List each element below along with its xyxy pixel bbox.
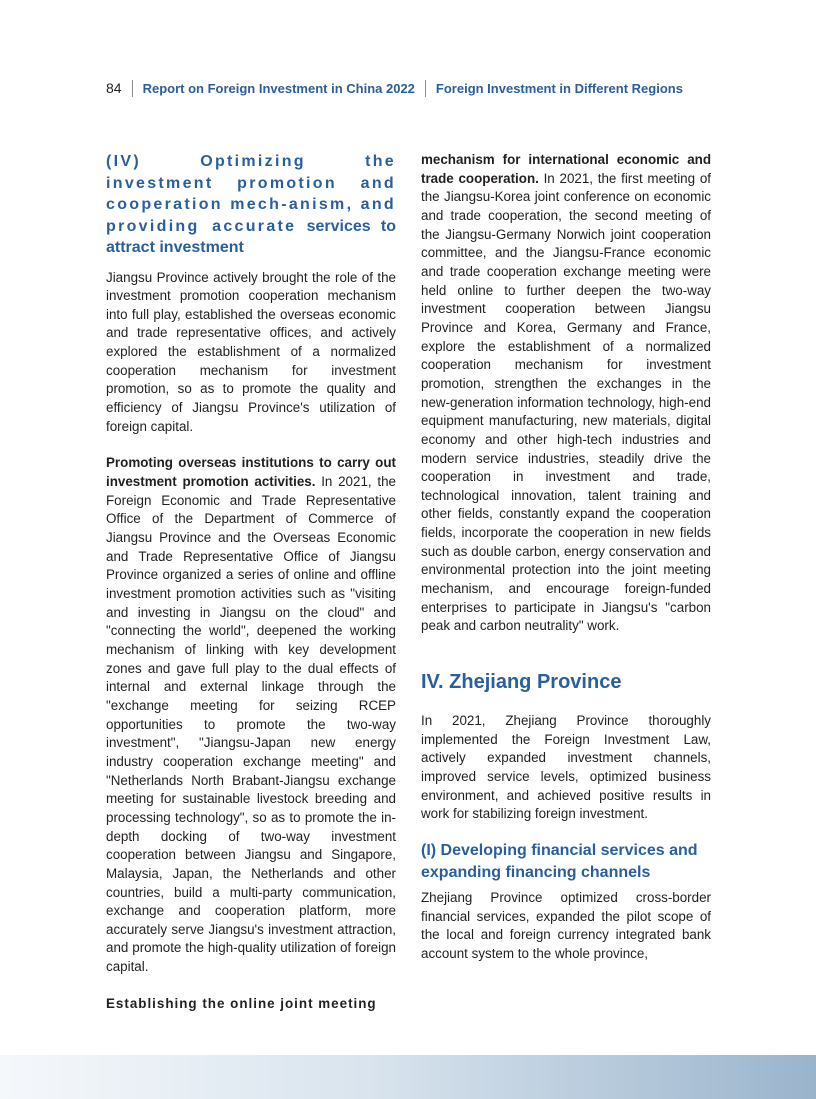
section-heading-iv [106,151,396,259]
paragraph [421,151,711,636]
paragraph-lead: Promoting overseas institutions to carry out investment promotion activities. [106,455,396,490]
paragraph-lead: Establishing the online joint meeting [106,995,377,1011]
paragraph: In 2021, Zhejiang Province thoroughly implemented the Foreign Investment Law, actively expanded investment channels, improved service levels, optimized business environment, and achieved positive results in work for stabilizing foreign investment. [421,713,711,822]
footer-gradient-band [0,1055,816,1099]
header-divider [425,80,426,97]
paragraph [106,995,396,1014]
section-title: IV. Zhejiang Province [421,671,622,694]
paragraph-body: In 2021, the Foreign Economic and Trade Representative Office of the Department of Commerce of Jiangsu Province and the Overseas Economic and Trade Representative Office of Jiangsu Province organized a series of online and offline investment promotion activities such as "visiting and investing in Jiangsu on the cloud" and "connecting the world", deepened the working mechanism of linking with key development zones and gave full play to the dual effects of internal and external linkage through the "exchange meeting for seizing RCEP opportunities to promote the two-way investment", "Jiangsu-Japan new energy industry cooperation exchange meeting" and "Netherlands North Brabant-Jiangsu exchange meeting for sustainable livestock breeding and processing technology", so as to promote the in-depth docking of two-way investment cooperation between Jiangsu and Singapore, Malaysia, Japan, the Netherlands and other countries, build a multi-party communication, exchange and cooperation platform, more accurately serve Jiangsu's investment attraction, and promote the high-quality utilization of foreign capital. [106,474,396,975]
book-title: Report on Foreign Investment in China 2022 [142,80,415,96]
chapter-title: Foreign Investment in Different Regions [435,80,683,96]
heading-tail-text: services to attract investment [106,217,396,256]
right-column [421,151,711,964]
subsection-heading: (I) Developing financial services and expanding financing channels [421,842,698,881]
left-column [106,151,396,1013]
paragraph: Jiangsu Province actively brought the role of the investment promotion cooperation mechanism into full play, established the overseas economic and trade representative offices, and actively explored the establishment of a normalized cooperation mechanism for investment promotion, so as to promote the quality and efficiency of Jiangsu Province's utilization of foreign capital. [106,269,396,434]
paragraph: Zhejiang Province optimized cross-border financial services, expanded the pilot scope of the local and foreign currency integrated bank account system to the whole province, [421,890,711,961]
header-divider [132,80,133,97]
paragraph [106,454,396,976]
running-header [106,78,786,98]
page-number: 84 [106,80,122,96]
paragraph-lead: mechanism for international economic and trade cooperation. [421,152,711,186]
heading-main-text: (IV) Optimizing the investment promotion and cooperation mech-anism, and providing accurate [106,153,396,235]
paragraph-body: In 2021, the first meeting of the Jiangsu-Korea joint conference on economic and trade cooperation, the second meeting of the Jiangsu-Germany Norwich joint cooperation committee, and the Jiangsu-France economic and trade cooperation exchange meeting were held online to further deepen the two-way investment cooperation between Jiangsu Province and Korea, Germany and France, explore the establishment of a normalized cooperation mechanism for investment promotion, strengthen the exchanges in the new-generation information technology, high-end equipment manufacturing, new materials, digital economy and other high-tech industries and modern service industries, steadily drive the cooperation in investment and trade, technological innovation, talent training and other fields, constantly expand the cooperation fields, incorporate the cooperation in new fields such as double carbon, energy conservation and environmental protection into the joint meeting mechanism, and encourage foreign-funded enterprises to participate in Jiangsu's "carbon peak and carbon neutrality" work. [421,170,711,634]
